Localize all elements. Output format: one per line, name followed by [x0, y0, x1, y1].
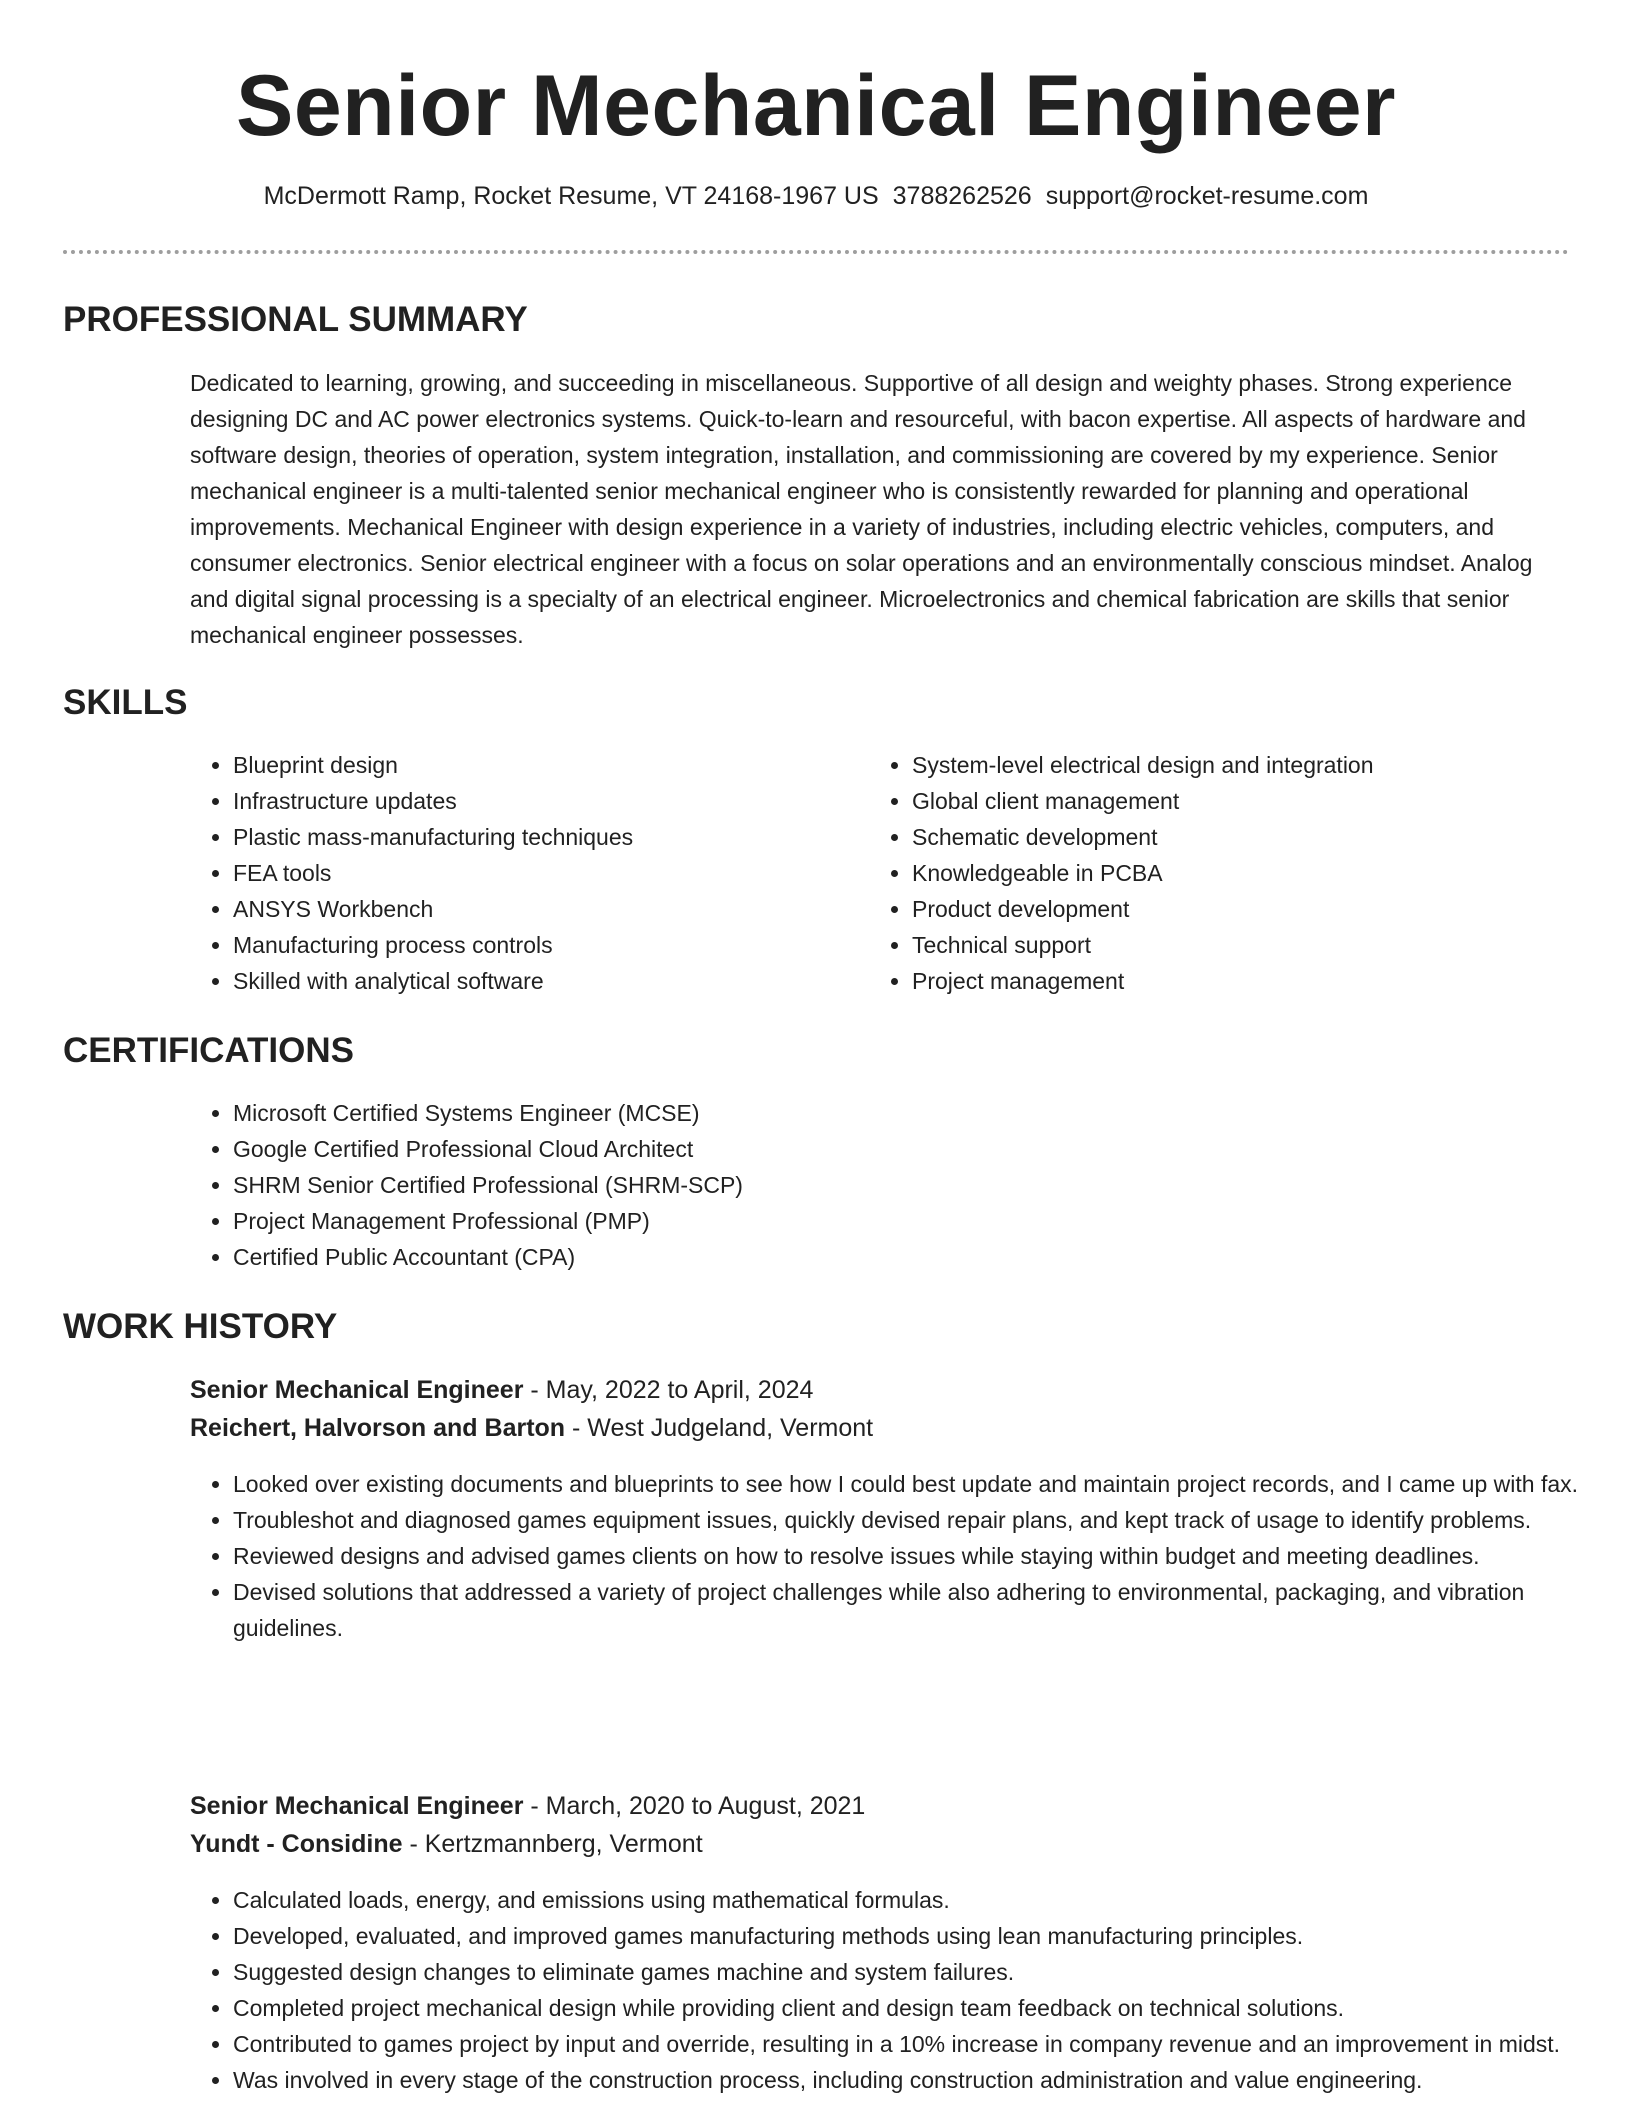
job-bullet: • Completed project mechanical design while providing client and design team feedback on technical solutions.	[233, 1990, 1613, 2026]
certifications-heading: CERTIFICATIONS	[63, 1031, 355, 1070]
job-bullet: • Contributed to games project by input and override, resulting in a 10% increase in company revenue and an improvement in midst.	[233, 2026, 1613, 2062]
summary-heading: PROFESSIONAL SUMMARY	[63, 300, 528, 339]
job-bullet: • Looked over existing documents and blueprints to see how I could best update and maintain project records, and I came up with fax.	[233, 1466, 1613, 1502]
job-title-line	[190, 1787, 865, 1825]
job-company: Yundt - Considine	[190, 1830, 403, 1858]
certification-item: • Microsoft Certified Systems Engineer (MCSE)	[233, 1095, 1613, 1131]
skills-list-left	[190, 747, 833, 999]
skill-item: • Infrastructure updates	[233, 783, 833, 819]
job-dates: - March, 2020 to August, 2021	[523, 1792, 866, 1820]
skill-item: • FEA tools	[233, 855, 833, 891]
certification-item: • Certified Public Accountant (CPA)	[233, 1239, 1613, 1275]
job-bullets	[190, 1466, 1613, 1646]
certifications-list	[190, 1095, 1613, 1275]
job-bullet: • Developed, evaluated, and improved games manufacturing methods using lean manufacturing principles.	[233, 1918, 1613, 1954]
job-bullets	[190, 1882, 1613, 2098]
certification-item: • SHRM Senior Certified Professional (SHRM-SCP)	[233, 1167, 1613, 1203]
contact-line	[0, 180, 1632, 212]
job-bullet: • Devised solutions that addressed a variety of project challenges while also adhering to environmental, packaging, and vibration guidelines.	[233, 1574, 1613, 1646]
skill-item: • Global client management	[912, 783, 1612, 819]
job-location: - Kertzmannberg, Vermont	[402, 1830, 703, 1858]
skill-item: • Manufacturing process controls	[233, 927, 833, 963]
job-title-line	[190, 1371, 813, 1409]
summary-text: Dedicated to learning, growing, and succeeding in miscellaneous. Supportive of all design and weighty phases. Strong experience designing DC and AC power electronics systems. Quick-to-learn and resourceful, with bacon expertise. All aspects of hardware and software design, theories of operation, system integration, installation, and commissioning are covered by my experience. Senior mechanical engineer is a multi-talented senior mechanical engineer who is consistently rewarded for planning and operational improvements. Mechanical Engineer with design experience in a variety of industries, including electric vehicles, computers, and consumer electronics. Senior electrical engineer with a focus on solar operations and an environmentally conscious mindset. Analog and digital signal processing is a specialty of an electrical engineer. Microelectronics and chemical fabrication are skills that senior mechanical engineer possesses.	[190, 370, 1533, 648]
job-bullet: • Was involved in every stage of the construction process, including construction administration and value engineering.	[233, 2062, 1613, 2098]
certification-item: • Project Management Professional (PMP)	[233, 1203, 1613, 1239]
contact-address: McDermott Ramp, Rocket Resume, VT 24168-1967 US	[263, 182, 879, 210]
job-company-line	[190, 1825, 703, 1863]
job-dates: - May, 2022 to April, 2024	[523, 1376, 814, 1404]
skill-item: • Skilled with analytical software	[233, 963, 833, 999]
skill-item: • System-level electrical design and integration	[912, 747, 1612, 783]
skills-list-right	[869, 747, 1612, 999]
skill-item: • Plastic mass-manufacturing techniques	[233, 819, 833, 855]
job-company: Reichert, Halvorson and Barton	[190, 1414, 566, 1442]
header-divider	[63, 250, 1569, 254]
resume-name: Senior Mechanical Engineer	[235, 58, 1397, 154]
skill-item: • Knowledgeable in PCBA	[912, 855, 1612, 891]
skill-item: • Schematic development	[912, 819, 1612, 855]
skill-item: • Product development	[912, 891, 1612, 927]
skill-item: • Technical support	[912, 927, 1612, 963]
skill-item: • ANSYS Workbench	[233, 891, 833, 927]
job-location: - West Judgeland, Vermont	[565, 1414, 874, 1442]
job-company-line	[190, 1409, 873, 1447]
job-bullet: • Calculated loads, energy, and emissions using mathematical formulas.	[233, 1882, 1613, 1918]
job-role: Senior Mechanical Engineer	[190, 1792, 524, 1820]
contact-email: support@rocket-resume.com	[1045, 182, 1369, 210]
job-role: Senior Mechanical Engineer	[190, 1376, 524, 1404]
job-bullet: • Suggested design changes to eliminate games machine and system failures.	[233, 1954, 1613, 1990]
skill-item: • Blueprint design	[233, 747, 833, 783]
skill-item: • Project management	[912, 963, 1612, 999]
skills-heading: SKILLS	[63, 683, 188, 722]
contact-phone: 3788262526	[892, 182, 1032, 210]
job-bullet: • Reviewed designs and advised games clients on how to resolve issues while staying within budget and meeting deadlines.	[233, 1538, 1613, 1574]
work-history-heading: WORK HISTORY	[63, 1307, 338, 1346]
certification-item: • Google Certified Professional Cloud Architect	[233, 1131, 1613, 1167]
job-bullet: • Troubleshot and diagnosed games equipment issues, quickly devised repair plans, and kept track of usage to identify problems.	[233, 1502, 1613, 1538]
